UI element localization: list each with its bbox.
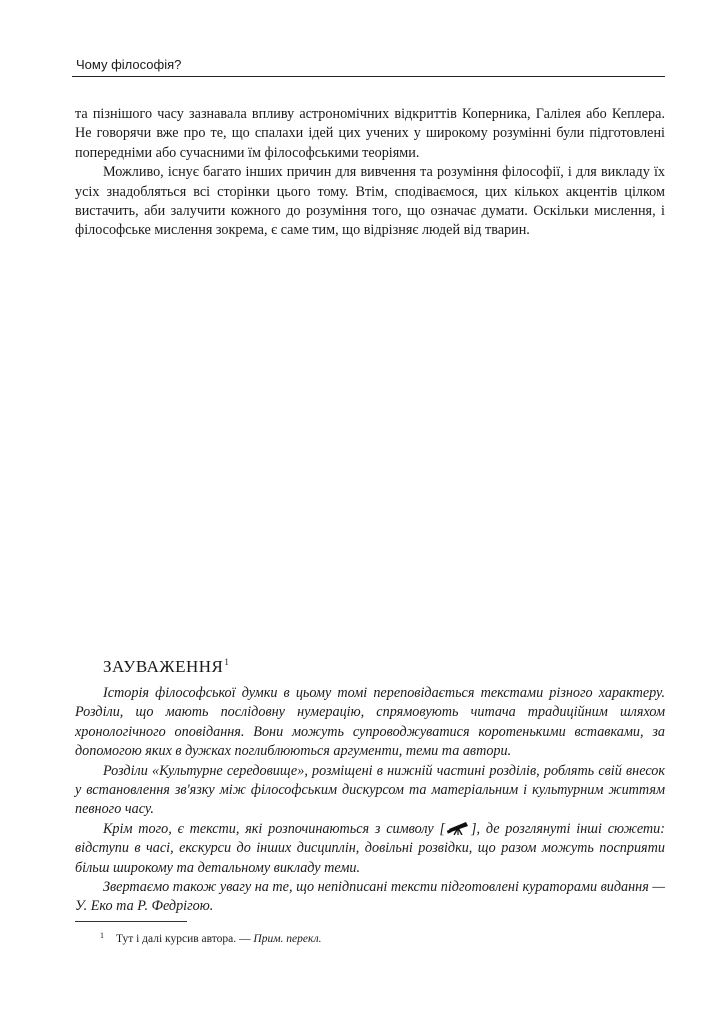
- footnote-text: Тут і далі курсив автора. —: [116, 933, 254, 945]
- footnote-rule: [75, 921, 187, 922]
- notes-paragraph: Звертаємо також увагу на те, що непідписані тексти підготовлені кураторами видання — У. Еко та Р. Федрігою.: [75, 879, 665, 915]
- running-head: Чому філософія?: [76, 57, 182, 72]
- footnote: [100, 929, 322, 946]
- footnote-number: 1: [100, 931, 104, 940]
- notes-paragraph: [75, 820, 665, 878]
- notes-text: [75, 684, 665, 917]
- notes-heading-text: ЗАУВАЖЕННЯ: [103, 657, 224, 676]
- body-text: [75, 105, 665, 241]
- header-rule: [72, 76, 665, 77]
- footnote-marker[interactable]: 1: [224, 657, 230, 667]
- notes-paragraph-end: ], де розглянуті інші сюжети: відступи в часі, екскурси до інших дисциплін, довільні розвідки, що разом можуть посприяти більш широкому та детальному викладу теми.: [75, 820, 665, 876]
- body-paragraph: Можливо, існує багато інших причин для вивчення та розуміння філософії, і для викладу їх усіх знадобляться всі сторінки цього тому. Втім, сподіваємося, цих кількох акцентів цілком вистачить, аби залучити кожного до розуміння того, що означає думати. Оскільки мислення, і філософське мислення зокрема, є саме тим, що відрізняє людей від тварин.: [75, 164, 665, 239]
- notes-paragraph: Розділи «Культурне середовище», розміщені в нижній частині розділів, роблять свій внесок у встановлення зв'язку між філософським дискурсом та матеріальним і культурним життям певного часу.: [75, 762, 665, 818]
- footnote-italic: Прим. перекл.: [253, 933, 322, 945]
- telescope-icon: [445, 820, 471, 835]
- notes-heading: [103, 657, 229, 677]
- notes-paragraph-start: Крім того, є тексти, які розпочинаються з символу [: [103, 820, 445, 837]
- notes-paragraph: Історія філософської думки в цьому томі переповідається текстами різного характеру. Розділи, що мають послідовну нумерацію, спрямовують читача традиційним шляхом хронологічного оповідання. Вони можуть супроводжуватися коротенькими вставками, за допомогою яких в дужках поглиблюються аргументи, теми та автори.: [75, 685, 665, 760]
- body-paragraph: та пізнішого часу зазнавала впливу астрономічних відкриттів Коперника, Галілея або Кеплера. Не говорячи вже про те, що спалахи ідей цих учених у широкому розумінні були підготовлені попередніми або сучасними їм філософськими теоріями.: [75, 106, 665, 161]
